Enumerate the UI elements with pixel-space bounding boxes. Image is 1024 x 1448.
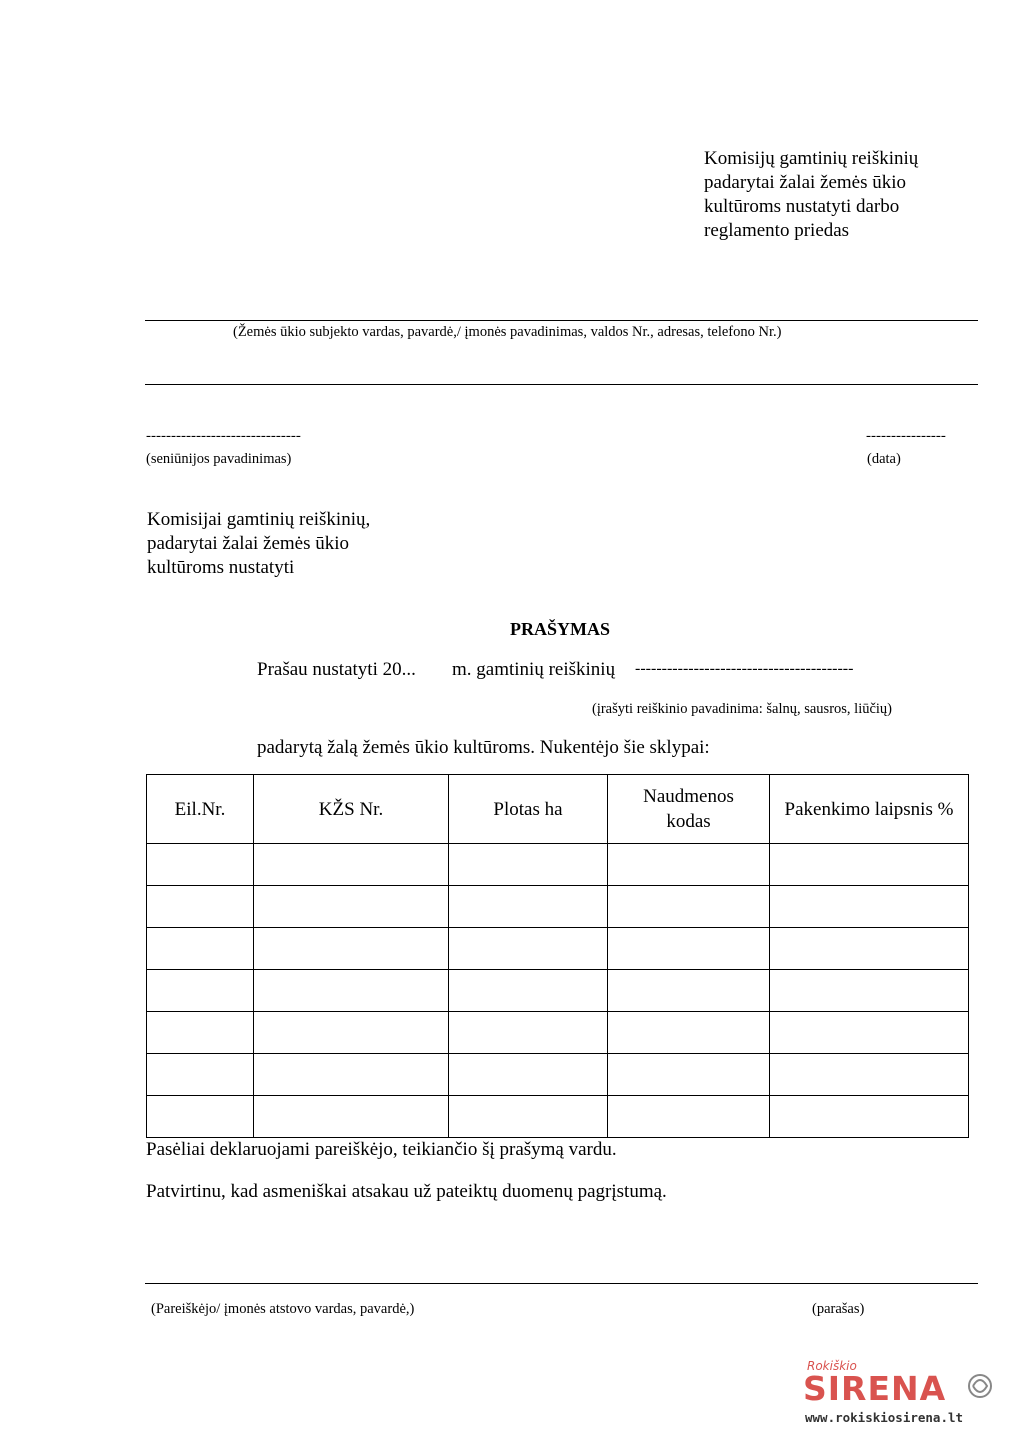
table-cell[interactable]: [770, 844, 969, 886]
table-cell[interactable]: [254, 1054, 449, 1096]
table-cell[interactable]: [770, 1096, 969, 1138]
subject-fill-line: [145, 320, 978, 321]
svg-text:SIRENA: SIRENA: [803, 1369, 947, 1408]
signature-caption: (parašas): [812, 1301, 865, 1317]
eldership-caption: (seniūnijos pavadinimas): [146, 451, 292, 467]
table-row: [147, 970, 969, 1012]
table-cell[interactable]: [147, 1012, 254, 1054]
table-cell[interactable]: [254, 844, 449, 886]
table-cell[interactable]: [608, 1012, 770, 1054]
header-cell-damage-degree: Pakenkimo laipsnis %: [770, 775, 969, 844]
table-cell[interactable]: [254, 970, 449, 1012]
table-cell[interactable]: [449, 1012, 608, 1054]
table-header-row: [147, 775, 969, 844]
table-cell[interactable]: [254, 1096, 449, 1138]
table-cell[interactable]: [608, 970, 770, 1012]
table-cell[interactable]: [449, 1054, 608, 1096]
table-row: [147, 844, 969, 886]
svg-text:www.rokiskiosirena.lt: www.rokiskiosirena.lt: [805, 1410, 964, 1425]
annex-note-line: kultūroms nustatyti darbo: [704, 196, 900, 217]
damage-line: padarytą žalą žemės ūkio kultūroms. Nukentėjo šie sklypai:: [257, 737, 710, 758]
subject-fill-line-2: [145, 384, 978, 385]
eldership-fill-dashes: -------------------------------: [146, 428, 301, 444]
request-prefix: Prašau nustatyti 20...: [257, 659, 416, 680]
plots-table: [146, 774, 969, 1138]
table-row: [147, 1096, 969, 1138]
addressee-line: padarytai žalai žemės ūkio: [147, 533, 350, 554]
signature-fill-line: [145, 1283, 978, 1284]
subject-caption: (Žemės ūkio subjekto vardas, pavardė,/ įmonės pavadinimas, valdos Nr., adresas, telefono Nr.): [233, 324, 782, 340]
annex-note-line: padarytai žalai žemės ūkio: [704, 172, 907, 193]
annex-note-line: Komisijų gamtinių reiškinių: [704, 148, 919, 169]
table-cell[interactable]: [254, 1012, 449, 1054]
svg-text:Rokiškio: Rokiškio: [807, 1359, 857, 1373]
date-caption: (data): [867, 451, 901, 467]
header-cell-area: Plotas ha: [449, 775, 608, 844]
table-cell[interactable]: [449, 844, 608, 886]
date-fill-dashes: ----------------: [866, 428, 946, 444]
table-cell[interactable]: [147, 844, 254, 886]
table-row: [147, 886, 969, 928]
table-cell[interactable]: [608, 1054, 770, 1096]
table-cell[interactable]: [449, 970, 608, 1012]
addressee-line: Komisijai gamtinių reiškinių,: [147, 509, 371, 530]
table-cell[interactable]: [770, 1012, 969, 1054]
request-middle: m. gamtinių reiškinių: [452, 659, 616, 680]
sirena-logo-image: [803, 1356, 1003, 1436]
phenomenon-hint: (įrašyti reiškinio pavadinima: šalnų, sausros, liūčių): [592, 701, 893, 717]
table-cell[interactable]: [608, 886, 770, 928]
table-cell[interactable]: [770, 1054, 969, 1096]
table-cell[interactable]: [147, 928, 254, 970]
table-row: [147, 1012, 969, 1054]
table-cell[interactable]: [147, 1054, 254, 1096]
declared-text: Pasėliai deklaruojami pareiškėjo, teikiančio šį prašymą vardu.: [146, 1139, 617, 1160]
table-cell[interactable]: [147, 1096, 254, 1138]
table-cell[interactable]: [147, 886, 254, 928]
header-cell-kzs: KŽS Nr.: [254, 775, 449, 844]
table-cell[interactable]: [254, 886, 449, 928]
table-cell[interactable]: [608, 844, 770, 886]
table-cell[interactable]: [449, 1096, 608, 1138]
annex-note: [704, 147, 918, 243]
table-cell[interactable]: [449, 928, 608, 970]
header-cell-number: Eil.Nr.: [147, 775, 254, 844]
table-cell[interactable]: [608, 1096, 770, 1138]
table-cell[interactable]: [770, 928, 969, 970]
table-row: [147, 928, 969, 970]
table-cell[interactable]: [770, 970, 969, 1012]
table-row: [147, 1054, 969, 1096]
header-cell-land-code: Naudmenos kodas: [608, 775, 770, 844]
phenomenon-fill-dashes: -----------------------------------------: [635, 660, 854, 677]
addressee-line: kultūroms nustatyti: [147, 557, 295, 578]
addressee-block: [147, 508, 370, 580]
annex-note-line: reglamento priedas: [704, 220, 850, 241]
document-title: PRAŠYMAS: [509, 619, 610, 639]
table-cell[interactable]: [147, 970, 254, 1012]
table-cell[interactable]: [608, 928, 770, 970]
table-cell[interactable]: [770, 886, 969, 928]
table-cell[interactable]: [449, 886, 608, 928]
applicant-caption: (Pareiškėjo/ įmonės atstovo vardas, pavardė,): [151, 1301, 415, 1317]
table-cell[interactable]: [254, 928, 449, 970]
confirm-text: Patvirtinu, kad asmeniškai atsakau už pateiktų duomenų pagrįstumą.: [146, 1181, 667, 1202]
sirena-logo: [803, 1356, 1003, 1436]
